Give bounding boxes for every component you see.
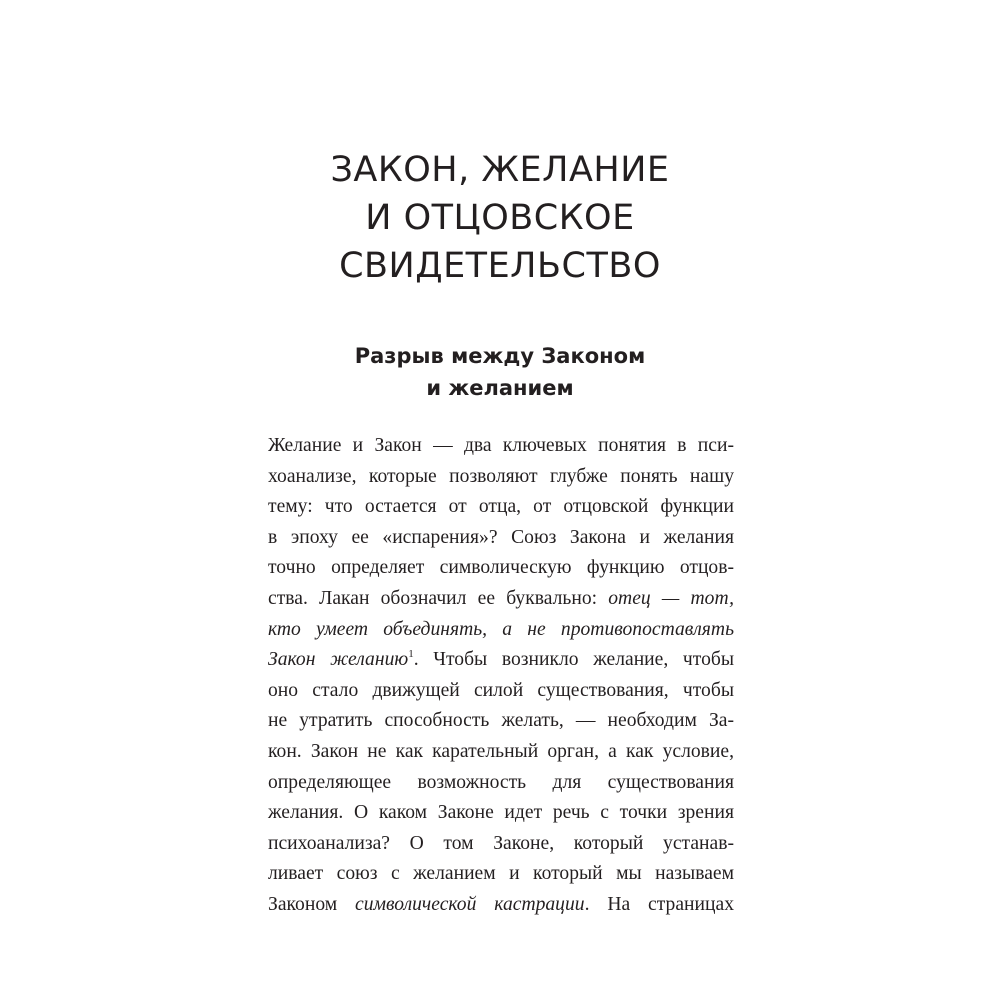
text-segment: определяющее возможность для существования xyxy=(268,771,734,793)
text-segment: оно стало движущей силой существования, чтобы xyxy=(268,679,734,701)
chapter-title-line: ЗАКОН, ЖЕЛАНИЕ xyxy=(330,150,670,190)
text-line xyxy=(268,798,734,829)
text-line xyxy=(268,523,734,554)
text-segment: желания. О каком Законе идет речь с точки зрения xyxy=(268,802,734,824)
italic-text: кто умеет объединять, а не противопоставлять xyxy=(268,618,734,640)
text-segment: ства. Лакан обозначил ее буквально: xyxy=(268,587,609,609)
body-paragraph xyxy=(268,431,734,921)
footnote-marker: 1 xyxy=(408,648,414,661)
italic-text: Закон желанию xyxy=(268,649,409,671)
text-segment: . На страницах xyxy=(584,893,734,915)
text-line xyxy=(268,890,734,921)
section-title xyxy=(250,340,750,404)
text-segment: хоанализе, которые позволяют глубже понять нашу xyxy=(268,465,734,487)
text-segment: тему: что остается от отца, от отцовской функции xyxy=(268,496,734,518)
text-line xyxy=(268,584,734,615)
text-line xyxy=(268,462,734,493)
text-line xyxy=(268,615,734,646)
text-line xyxy=(268,492,734,523)
text-segment: точно определяет символическую функцию отцов- xyxy=(268,557,734,579)
text-segment: кон. Закон не как карательный орган, а как условие, xyxy=(268,740,734,762)
chapter-title-line: СВИДЕТЕЛЬСТВО xyxy=(339,246,661,286)
text-line xyxy=(268,676,734,707)
text-line xyxy=(268,431,734,462)
italic-text: символической кастрации xyxy=(355,893,585,915)
text-line xyxy=(268,859,734,890)
text-segment: Законом xyxy=(268,893,356,915)
text-segment: . Чтобы возникло желание, чтобы xyxy=(413,649,734,671)
section-title-line: Разрыв между Законом xyxy=(354,344,646,368)
text-segment: ливает союз с желанием и который мы называем xyxy=(268,863,734,885)
text-segment: Желание и Закон — два ключевых понятия в пси- xyxy=(268,435,734,456)
section-title-line: и желанием xyxy=(426,376,574,400)
chapter-title xyxy=(200,146,800,290)
text-line xyxy=(268,737,734,768)
text-segment: не утратить способность желать, — необходим За- xyxy=(268,710,734,732)
chapter-title-line: И ОТЦОВСКОЕ xyxy=(365,198,635,238)
text-segment: психоанализа? О том Законе, который устанав- xyxy=(268,832,734,854)
text-segment: в эпоху ее «испарения»? Союз Закона и желания xyxy=(268,526,734,548)
text-line xyxy=(268,706,734,737)
text-line xyxy=(268,553,734,584)
text-line xyxy=(268,829,734,860)
italic-text: отец — тот, xyxy=(608,587,734,609)
text-line xyxy=(268,768,734,799)
text-line xyxy=(268,645,734,676)
